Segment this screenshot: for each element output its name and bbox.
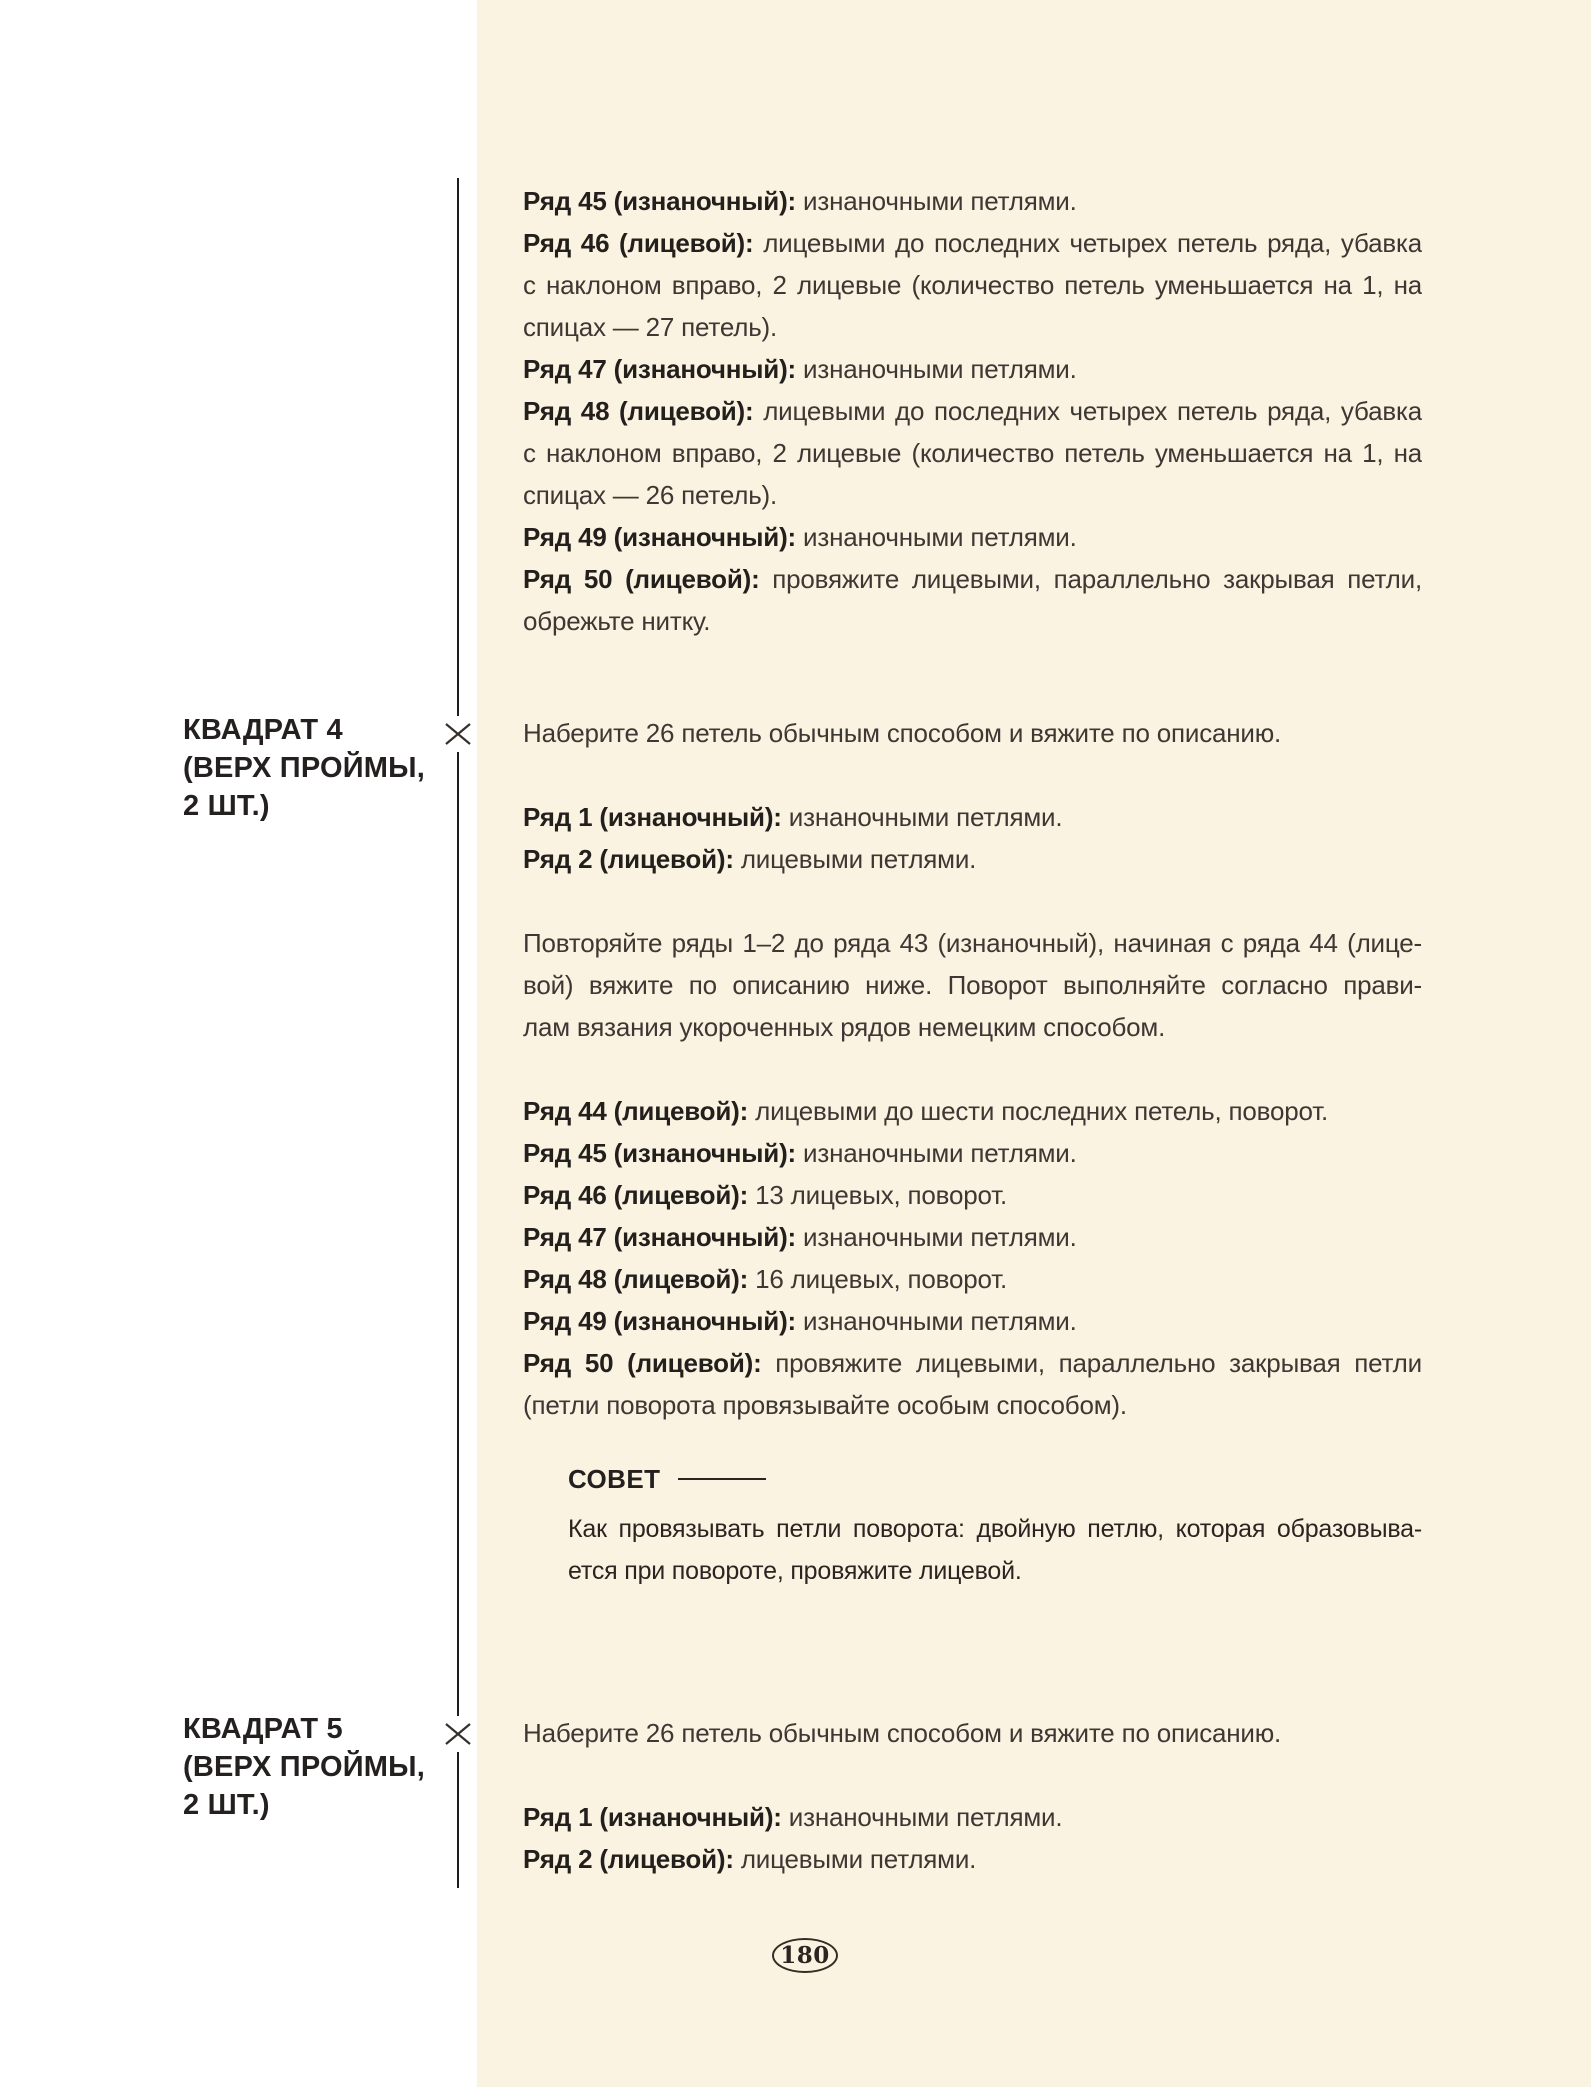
row-label: Ряд 44 (лицевой): — [523, 1096, 749, 1126]
tip-label: СОВЕТ — [568, 1464, 661, 1494]
text-line — [523, 1258, 1422, 1300]
text-line — [523, 348, 1422, 390]
heading-line: КВАДРАТ 5 — [183, 1713, 343, 1745]
text-line — [523, 1300, 1422, 1342]
row-text: изнаночными петлями. — [796, 1138, 1077, 1168]
row-label: Ряд 47 (изнаночный): — [523, 1222, 797, 1252]
text-line — [523, 1838, 1422, 1880]
row-text: с наклоном вправо, 2 лицевые (количество петель уменьшается на 1, на — [523, 438, 1422, 468]
tip-rule — [678, 1478, 766, 1480]
row-label: Ряд 45 (изнаночный): — [523, 1138, 797, 1168]
row-text: Повторяйте ряды 1–2 до ряда 43 (изнаночный), начиная с ряда 44 (лице- — [523, 928, 1422, 958]
text-line — [523, 264, 1422, 306]
heading-line: 2 ШТ.) — [183, 1789, 270, 1821]
row-label: Ряд 49 (изнаночный): — [523, 1306, 797, 1336]
paragraph — [523, 1090, 1422, 1426]
text-line — [523, 1712, 1422, 1754]
paragraph — [523, 712, 1422, 754]
page-number: 180 — [780, 1942, 830, 1969]
row-label: Ряд 2 (лицевой): — [523, 844, 734, 874]
text-line — [523, 222, 1422, 264]
row-text: вой) вяжите по описанию ниже. Поворот выполняйте согласно прави- — [523, 970, 1422, 1000]
row-text: изнаночными петлями. — [781, 802, 1063, 832]
divider-line-segment — [457, 178, 459, 716]
x-cut-mark-icon — [443, 721, 473, 747]
row-text: обрежьте нитку. — [523, 606, 711, 636]
divider-line-segment — [457, 1752, 459, 1888]
text-line — [523, 390, 1422, 432]
page-number-badge — [772, 1938, 838, 1973]
heading-line: 2 ШТ.) — [183, 790, 270, 822]
row-label: Ряд 47 (изнаночный): — [523, 354, 797, 384]
heading-line: (ВЕРХ ПРОЙМЫ, — [183, 1751, 425, 1783]
text-line — [523, 1132, 1422, 1174]
tip-block — [523, 1458, 1422, 1592]
text-line — [523, 516, 1422, 558]
text-line — [523, 180, 1422, 222]
row-text: изнаночными петлями. — [796, 522, 1077, 552]
text-line — [523, 1090, 1422, 1132]
square5-body — [523, 1712, 1422, 1880]
row-label: Ряд 49 (изнаночный): — [523, 522, 797, 552]
tip-header — [568, 1458, 1422, 1500]
text-line — [523, 1384, 1422, 1426]
text-line — [523, 474, 1422, 516]
x-cut-mark-icon — [443, 1721, 473, 1747]
text-line — [523, 1216, 1422, 1258]
paragraph — [523, 1712, 1422, 1754]
row-text: провяжите лицевыми, параллельно закрывая петли, — [759, 564, 1422, 594]
text-line — [523, 964, 1422, 1006]
row-text: 13 лицевых, поворот. — [748, 1180, 1008, 1210]
text-line — [523, 600, 1422, 642]
text-line — [568, 1508, 1422, 1550]
row-label: Ряд 48 (лицевой): — [523, 396, 754, 426]
row-label: Ряд 48 (лицевой): — [523, 1264, 749, 1294]
text-line — [523, 838, 1422, 880]
square4-paragraphs — [523, 712, 1422, 1426]
row-text: спицах — 26 петель). — [523, 480, 778, 510]
row-text: Наберите 26 петель обычным способом и вяжите по описанию. — [523, 1718, 1282, 1748]
row-text: изнаночными петлями. — [796, 186, 1077, 216]
row-text: лицевыми петлями. — [733, 1844, 977, 1874]
row-label: Ряд 2 (лицевой): — [523, 1844, 734, 1874]
row-label: Ряд 1 (изнаночный): — [523, 1802, 782, 1832]
text-line — [523, 1342, 1422, 1384]
row-text: провяжите лицевыми, параллельно закрывая петли — [761, 1348, 1422, 1378]
row-text: изнаночными петлями. — [781, 1802, 1063, 1832]
text-line — [523, 432, 1422, 474]
text-line — [523, 1174, 1422, 1216]
row-label: Ряд 50 (лицевой): — [523, 564, 760, 594]
row-text: лицевыми до последних четырех петель ряда, убавка — [753, 396, 1422, 426]
text-line — [523, 1006, 1422, 1048]
row-text: изнаночными петлями. — [796, 1222, 1077, 1252]
row-label: Ряд 45 (изнаночный): — [523, 186, 797, 216]
paragraph — [523, 1796, 1422, 1880]
row-text: ется при повороте, провяжите лицевой. — [568, 1557, 1022, 1585]
text-line — [523, 712, 1422, 754]
heading-line: КВАДРАТ 4 — [183, 714, 343, 746]
row-text: лицевыми до шести последних петель, поворот. — [748, 1096, 1329, 1126]
paragraph — [523, 922, 1422, 1048]
heading-square-5 — [183, 1710, 425, 1824]
tip-text — [568, 1508, 1422, 1592]
text-line — [523, 1796, 1422, 1838]
divider-line-segment — [457, 752, 459, 1716]
row-text: изнаночными петлями. — [796, 354, 1077, 384]
rows-45-50-block — [523, 180, 1422, 642]
row-text: Как провязывать петли поворота: двойную петлю, которая образовыва- — [568, 1515, 1422, 1543]
text-line — [568, 1550, 1422, 1592]
row-text: 16 лицевых, поворот. — [748, 1264, 1008, 1294]
heading-square-4 — [183, 711, 425, 825]
row-text: лам вязания укороченных рядов немецким способом. — [523, 1012, 1166, 1042]
square4-body — [523, 712, 1422, 1592]
row-text: спицах — 27 петель). — [523, 312, 778, 342]
text-line — [523, 558, 1422, 600]
row-label: Ряд 1 (изнаночный): — [523, 802, 782, 832]
text-line — [523, 922, 1422, 964]
heading-line: (ВЕРХ ПРОЙМЫ, — [183, 752, 425, 784]
row-text: с наклоном вправо, 2 лицевые (количество петель уменьшается на 1, на — [523, 270, 1422, 300]
row-text: лицевыми петлями. — [733, 844, 977, 874]
paragraph — [523, 796, 1422, 880]
row-label: Ряд 46 (лицевой): — [523, 1180, 749, 1210]
row-label: Ряд 46 (лицевой): — [523, 228, 754, 258]
row-text: лицевыми до последних четырех петель ряда, убавка — [753, 228, 1422, 258]
row-text: (петли поворота провязывайте особым способом). — [523, 1390, 1127, 1420]
row-label: Ряд 50 (лицевой): — [523, 1348, 762, 1378]
text-line — [523, 306, 1422, 348]
text-line — [523, 796, 1422, 838]
row-text: изнаночными петлями. — [796, 1306, 1077, 1336]
row-text: Наберите 26 петель обычным способом и вяжите по описанию. — [523, 718, 1282, 748]
